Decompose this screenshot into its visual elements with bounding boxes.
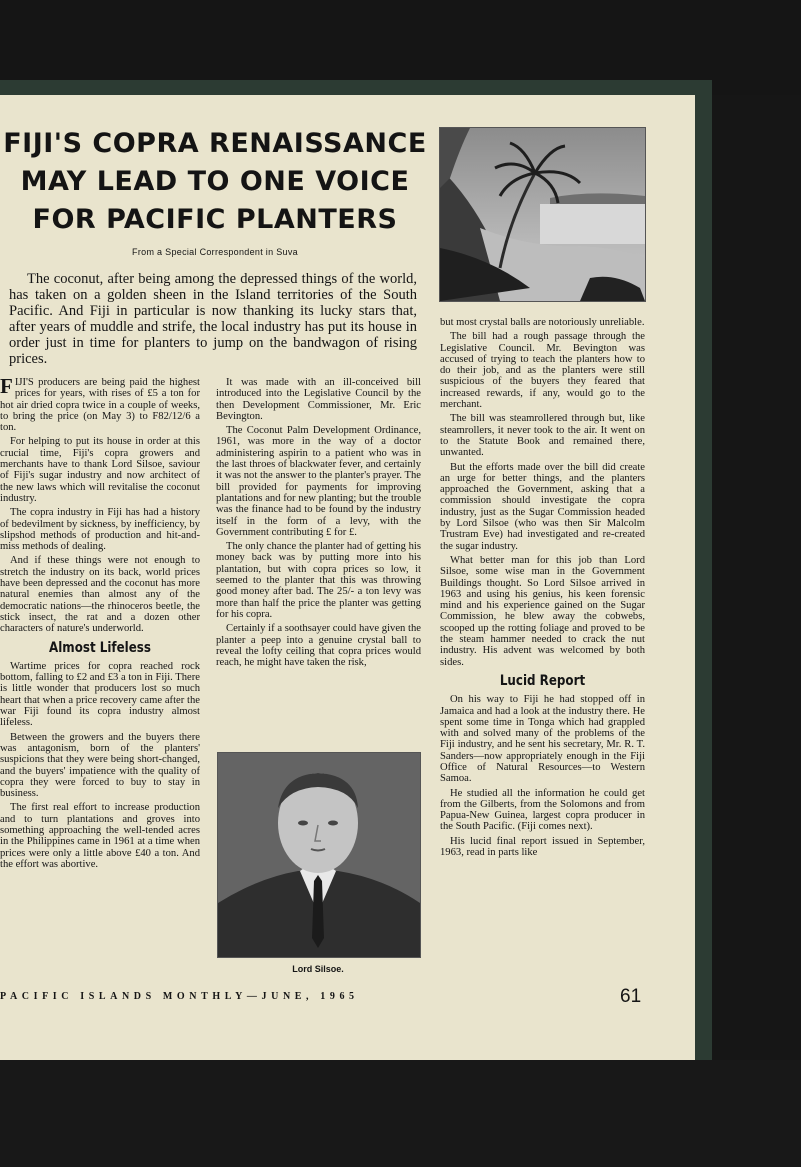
- column-3: [440, 317, 645, 982]
- drop-cap: F: [0, 377, 13, 398]
- photo-caption: Lord Silsoe.: [292, 964, 344, 974]
- subheading-almost-lifeless: Almost Lifeless: [49, 639, 151, 656]
- paragraph: The bill was steamrollered through but, like steamrollers, it never took to the air. It went on to the Statute Book and remained there, unwanted.: [440, 413, 645, 459]
- byline: From a Special Correspondent in Suva: [132, 247, 298, 257]
- paragraph: Certainly if a soothsayer could have given the planter a peep into a genuine crystal ball to reveal the lofty ceiling that copra prices would reach, he might have taken the risk,: [216, 623, 421, 669]
- paragraph: His lucid final report issued in September, 1963, read in parts like: [440, 835, 645, 859]
- page-number: 61: [620, 986, 642, 1007]
- paragraph: He studied all the information he could get from the Gilberts, from the Solomons and from Papua-New Guinea, largest copra producer in the South Pacific. (Fiji comes next).: [440, 787, 645, 833]
- paragraph: Wartime prices for copra reached rock bottom, falling to £2 and £3 a ton in Fiji. There is little wonder that producers lost so much heart that when a price recovery came after the war Fiji found its copra industry almost lifeless.: [0, 660, 200, 729]
- lead-paragraph: The coconut, after being among the depressed things of the world, has taken on a golden sheen in the Island territories of the South Pacific. And Fiji in particular is now thanking its lucky stars that, after years of muddle and strife, the local industry has put its house in order just in time for planters to jump on the bandwagon of rising prices.: [9, 271, 417, 367]
- column-1: [0, 377, 200, 979]
- headline-line-1: FIJI'S COPRA RENAISSANCE: [3, 128, 427, 159]
- headline-line-2: MAY LEAD TO ONE VOICE: [20, 166, 410, 197]
- portrait-illustration: [218, 753, 420, 957]
- lord-silsoe-portrait: [217, 752, 421, 958]
- paragraph: But the efforts made over the bill did create an urge for better things, and the planters approached the Government, asking that a commission should investigate the copra industry, just as the Sugar Commission headed by Lord Silsoe (who was then Sir Malcolm Trustram Eve) had investigated and re-created the sugar industry.: [440, 461, 645, 552]
- paragraph: The only chance the planter had of getting his money back was by putting more into his plantation, but with copra prices so low, it seemed to the planter that this was throwing good money after bad. The 25/- a ton levy was more than half the price the planter was getting for his copra.: [216, 541, 421, 620]
- paragraph: And if these things were not enough to stretch the industry on its back, world prices have been depressed and the coconut has more natural enemies than almost any of the democratic nations—the rhinoceros beetle, the stick insect, the rat and a dozen other characters of nature's underworld.: [0, 555, 200, 635]
- beach-palm-photo: [439, 127, 646, 302]
- headline-line-3: FOR PACIFIC PLANTERS: [32, 204, 398, 235]
- page-footer: PACIFIC ISLANDS MONTHLY—JUNE, 1965: [0, 991, 359, 1002]
- paragraph: Between the growers and the buyers there was antagonism, born of the planters' suspicions that they were being short-changed, and the buyers' impatience with the quality of copra they were forced to buy to stay in business.: [0, 731, 200, 800]
- paragraph: The bill had a rough passage through the Legislative Council. Mr. Bevington was accused of trying to teach the planters how to do their job, and as the planters were still suspicious of the buyers they feared that increased rewards, if any, would go to the merchant.: [440, 331, 645, 411]
- headline: [0, 125, 430, 239]
- magazine-page: [0, 95, 695, 1060]
- paragraph: For helping to put its house in order at this crucial time, Fiji's copra growers and merchants have to thank Lord Silsoe, saviour of Fiji's sugar industry and now architect of the new laws which will revitalise the coconut industry.: [0, 436, 200, 504]
- column-2: [216, 377, 421, 747]
- paragraph: The copra industry in Fiji has had a history of bedevilment by sickness, by inefficiency, by slipshod methods of production and hit-and-miss methods of dealing.: [0, 507, 200, 553]
- beach-palm-illustration: [440, 128, 645, 301]
- paragraph: FIJI'S producers are being paid the highest prices for years, with rises of £5 a ton for hot air dried copra twice in a couple of weeks, to bring the price (on May 3) to F82/12/6 a ton.: [0, 377, 200, 434]
- paragraph: The first real effort to increase production and to turn plantations and groves into something approaching the well-tended acres in the Philippines came in 1961 at a time when prices were only a little above £40 a ton. And the effort was abortive.: [0, 802, 200, 870]
- subheading-lucid-report: Lucid Report: [499, 672, 586, 689]
- paragraph: On his way to Fiji he had stopped off in Jamaica and had a look at the industry there. He spent some time in Tonga which had grappled with and solved many of the problems of the Fiji industry, and he sent his secretary, Mr. R. T. Sanders—now appropriately enough in the Fiji Office of Natural Resources—to Western Samoa.: [440, 694, 645, 785]
- paragraph: The Coconut Palm Development Ordinance, 1961, was more in the way of a doctor administering aspirin to a patient who was in the last throes of blackwater fever, and certainly it was not the answer to the planter's prayer. The bill provided for payments for improving plantations and for new planting; but the trouble was the finance had to be found by the industry itself in the form of a levy, with the Government contributing £ for £.: [216, 425, 421, 538]
- paragraph: What better man for this job than Lord Silsoe, some wise man in the Government Buildings thought. So Lord Silsoe arrived in 1963 and using his genius, his keen forensic mind and his experience gained on the Sugar Commission, he blew away the cobwebs, scooped up the rotting foliage and proved to be the steam hammer needed to crack the nut industry. His advent was welcomed by both sides.: [440, 554, 645, 668]
- paragraph: but most crystal balls are notoriously unreliable.: [440, 317, 645, 328]
- paragraph: It was made with an ill-conceived bill introduced into the Legislative Council by the then Development Commissioner, Mr. Eric Bevington.: [216, 377, 421, 422]
- background-bottom: [0, 1060, 801, 1167]
